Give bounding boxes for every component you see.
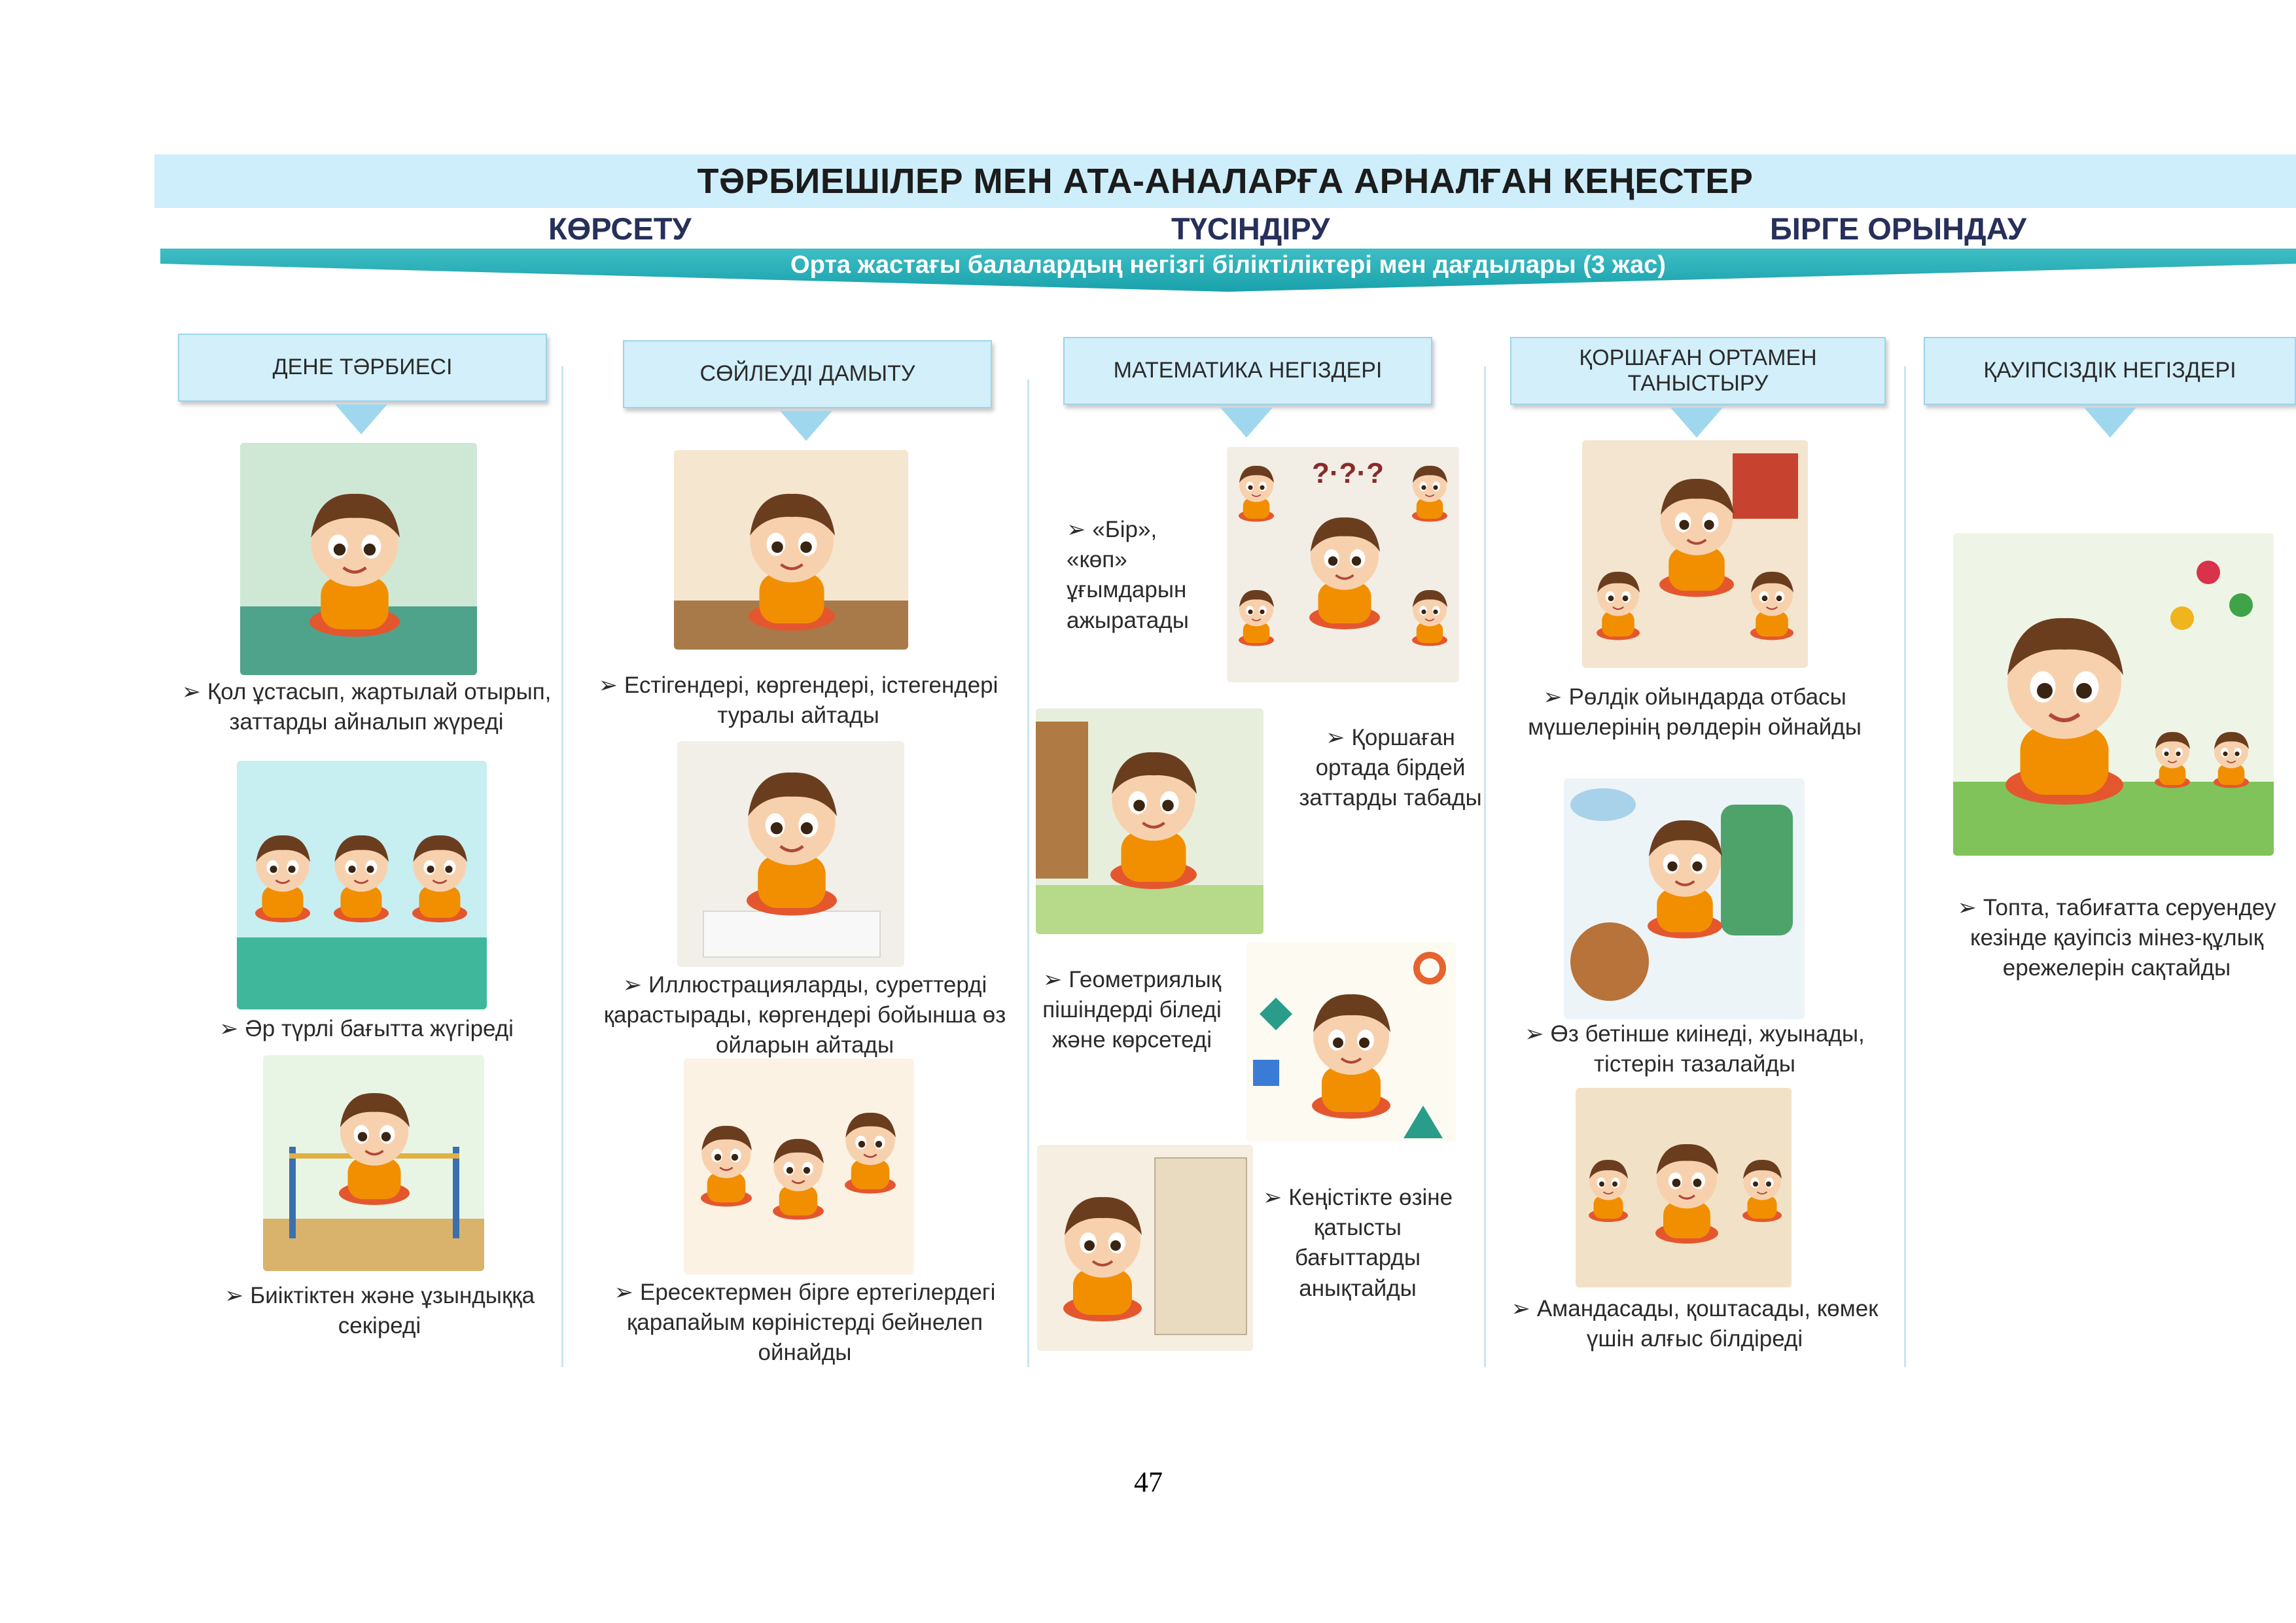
caption-speech-3: ➢ Ересектермен бірге ертегілердегі қарапайым көріністерді бейнелеп ойнайды (614, 1280, 996, 1366)
column-divider (561, 366, 563, 1367)
section-header-safety: ҚАУІПСІЗДІК НЕГІЗДЕРІ (1924, 337, 2296, 405)
bullet-arrow-icon: ➢ (1067, 517, 1086, 542)
illustration-one-many (1227, 447, 1459, 682)
bullet-arrow-icon: ➢ (622, 972, 643, 998)
illustration-jumping (263, 1055, 484, 1271)
bullet-arrow-icon: ➢ (1262, 1185, 1282, 1210)
down-arrow-icon (2084, 408, 2136, 438)
method-label-together: БІРГЕ ОРЫНДАУ (1770, 211, 2026, 246)
illustration-fairy-tale-play (684, 1058, 914, 1274)
caption-safety-1: ➢ Топта, табиғатта серуендеу кезінде қауіпсіз мінез-құлық ережелерін сақтайды (1957, 895, 2276, 981)
illustration-map-directions (1037, 1145, 1253, 1351)
caption-physical-3: ➢ Биіктіктен және ұзындыққа секіреді (224, 1283, 535, 1339)
illustration-talking-child (674, 450, 908, 650)
bullet-arrow-icon: ➢ (224, 1283, 244, 1308)
illustration-looking-at-book (677, 741, 904, 967)
bullet-arrow-icon: ➢ (1326, 725, 1345, 750)
illustration-greeting (1576, 1088, 1792, 1287)
caption-math-3: ➢ Геометриялық пішіндерді біледі және көрсетеді (1042, 967, 1222, 1053)
caption-environment-2: ➢ Өз бетінше киінеді, жуынады, тістерін тазалайды (1525, 1021, 1865, 1077)
illustration-self-care (1564, 778, 1805, 1019)
method-label-show: КӨРСЕТУ (548, 211, 692, 246)
column-divider (1484, 366, 1486, 1367)
bullet-arrow-icon: ➢ (614, 1280, 633, 1305)
bullet-arrow-icon: ➢ (219, 1016, 239, 1041)
caption-math-4: ➢ Кеңістікте өзіне қатысты бағыттарды анықтайды (1262, 1185, 1453, 1301)
subtitle: Орта жастағы балалардың негізгі біліктіліктері мен дағдылары (3 жас) (790, 251, 1666, 279)
caption-physical-2: ➢ Әр түрлі бағытта жүгіреді (219, 1016, 514, 1041)
section-header-math: МАТЕМАТИКА НЕГІЗДЕРІ (1063, 337, 1432, 405)
caption-math-2: ➢ Қоршаған ортада бірдей заттарды табады (1299, 725, 1482, 811)
illustration-geometric-shapes (1246, 942, 1456, 1142)
bullet-arrow-icon: ➢ (1543, 684, 1563, 710)
illustration-finding-objects (1036, 708, 1263, 934)
bullet-arrow-icon: ➢ (1957, 895, 1977, 920)
page-title: ТӘРБИЕШІЛЕР МЕН АТА-АНАЛАРҒА АРНАЛҒАН КЕҢЕСТЕР (154, 154, 2296, 208)
caption-math-1: ➢ «Бір», «көп» ұғымдарын ажыратады (1067, 517, 1189, 633)
bullet-arrow-icon: ➢ (1511, 1296, 1530, 1321)
down-arrow-icon (335, 404, 387, 434)
bullet-arrow-icon: ➢ (598, 672, 618, 698)
illustration-question-marks: ?·?·? (1312, 457, 1384, 489)
bullet-arrow-icon: ➢ (1525, 1021, 1544, 1047)
page-number: 47 (1134, 1466, 1163, 1498)
column-divider (1027, 379, 1029, 1367)
caption-physical-1: ➢ Қол ұстасып, жартылай отырып, заттарды айналып жүреді (181, 679, 552, 735)
illustration-walking-in-circle (240, 443, 477, 675)
bullet-arrow-icon: ➢ (1042, 967, 1063, 992)
caption-environment-3: ➢ Амандасады, қоштасады, көмек үшін алғыс білдіреді (1511, 1296, 1879, 1352)
illustration-safe-behavior (1953, 533, 2274, 856)
caption-speech-2: ➢ Иллюстрацияларды, суреттерді қарастырады, көргендері бойынша өз ойларын айтады (603, 972, 1006, 1058)
illustration-family-role-play (1582, 440, 1808, 668)
section-header-environment: ҚОРШАҒАН ОРТАМЕН ТАНЫСТЫРУ (1510, 337, 1886, 405)
down-arrow-icon (780, 411, 832, 441)
caption-environment-1: ➢ Рөлдік ойындарда отбасы мүшелерінің рөлдерін ойнайды (1528, 684, 1862, 741)
method-label-explain: ТҮСІНДІРУ (1171, 211, 1330, 246)
down-arrow-icon (1670, 408, 1723, 438)
bullet-arrow-icon: ➢ (181, 679, 201, 705)
down-arrow-icon (1220, 408, 1273, 438)
column-divider (1904, 366, 1906, 1367)
section-header-physical: ДЕНЕ ТӘРБИЕСІ (178, 334, 547, 402)
caption-speech-1: ➢ Естігендері, көргендері, істегендері туралы айтады (598, 672, 998, 729)
illustration-running (237, 761, 487, 1009)
section-header-speech: СӨЙЛЕУДІ ДАМЫТУ (623, 340, 992, 408)
